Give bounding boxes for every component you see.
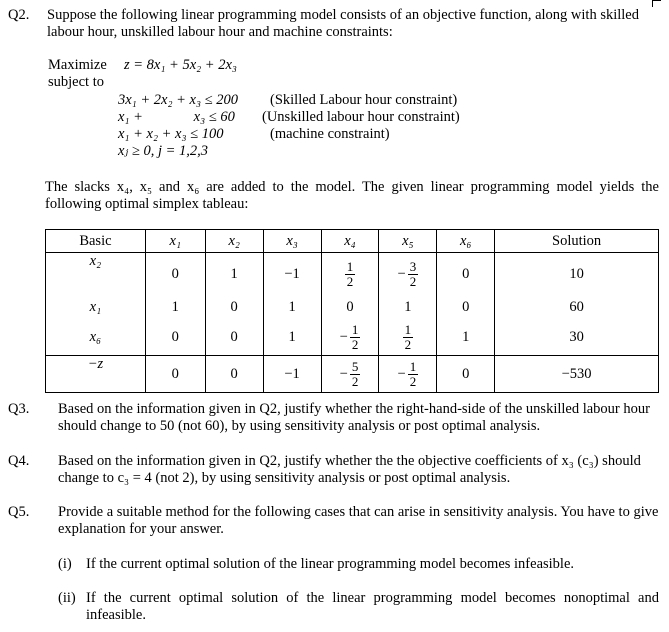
q4-label: Q4.	[8, 453, 30, 469]
q2-intro-line2: labour hour, unskilled labour hour and machine constraints:	[47, 24, 393, 40]
basic-cell: x₆	[46, 319, 146, 356]
cell-x5: − $\frac{3}{2}$	[379, 253, 437, 296]
cell-x2: 0	[205, 356, 263, 393]
basic-cell: x₁	[46, 295, 146, 319]
header-x5: x₅	[379, 230, 437, 253]
q5-item-ii-text1: If the current optimal solution of the linear programming model becomes nonoptimal and	[86, 590, 659, 606]
q5-label: Q5.	[8, 504, 30, 520]
constraint-1-note: (Skilled Labour hour constraint)	[270, 92, 458, 108]
constraint-2-expr: x₁ + x₃ ≤ 60	[118, 109, 235, 125]
cell-x5: − $\frac{1}{2}$	[379, 356, 437, 393]
q2-label: Q2.	[8, 7, 30, 23]
cell-solution: −530	[495, 356, 659, 393]
simplex-tableau	[45, 229, 659, 393]
cell-x2: 1	[205, 253, 263, 296]
tableau-header-row	[46, 230, 659, 253]
q4-line2: change to c₃ = 4 (not 2), by using sensitivity analysis or post optimal analysis.	[58, 470, 511, 486]
constraint-1-expr: 3x₁ + 2x₂ + x₃ ≤ 200	[118, 92, 238, 108]
q5-item-i-text: If the current optimal solution of the linear programming model becomes infeasible.	[86, 556, 575, 572]
cell-x1: 0	[145, 319, 205, 356]
cell-x1: 1	[145, 295, 205, 319]
header-x2: x₂	[205, 230, 263, 253]
header-solution: Solution	[495, 230, 659, 253]
header-basic: Basic	[46, 230, 146, 253]
tableau-row	[46, 295, 659, 319]
constraint-2-note: (Unskilled labour hour constraint)	[262, 109, 460, 125]
cell-x2: 0	[205, 319, 263, 356]
header-x4: x₄	[321, 230, 379, 253]
q5-item-ii-num: (ii)	[58, 590, 76, 606]
basic-cell: x₂	[46, 253, 146, 296]
tableau-row	[46, 253, 659, 296]
q3-line2: should change to 50 (not 60), by using sensitivity analysis or post optimal analysis.	[58, 418, 541, 434]
cell-solution: 10	[495, 253, 659, 296]
tableau-row	[46, 319, 659, 356]
slack-line1: The slacks x₄, x₅ and x₆ are added to the model. The given linear programming model yields the	[45, 179, 659, 195]
cell-x1: 0	[145, 253, 205, 296]
q5-line2: explanation for your answer.	[58, 521, 224, 537]
nonnegativity-constraint: xⱼ ≥ 0, j = 1,2,3	[118, 143, 209, 159]
cell-x4: 0	[321, 295, 379, 319]
tableau-row	[46, 356, 659, 393]
q3-line1: Based on the information given in Q2, justify whether the right-hand-side of the unskilled labour hour	[58, 401, 650, 417]
cell-x5: 1	[379, 295, 437, 319]
q3-label: Q3.	[8, 401, 30, 417]
constraint-3-note: (machine constraint)	[270, 126, 390, 142]
q2-intro-line1: Suppose the following linear programming model consists of an objective function, along with skilled	[47, 7, 639, 23]
cell-x5: $\frac{1}{2}$	[379, 319, 437, 356]
header-x1: x₁	[145, 230, 205, 253]
constraint-3-expr: x₁ + x₂ + x₃ ≤ 100	[118, 126, 224, 142]
cell-x6: 1	[437, 319, 495, 356]
cell-x6: 0	[437, 356, 495, 393]
header-x3: x₃	[263, 230, 321, 253]
slack-line2: following optimal simplex tableau:	[45, 196, 249, 212]
subject-to-label: subject to	[48, 74, 104, 90]
cell-x3: −1	[263, 253, 321, 296]
page-corner-mark	[652, 0, 661, 7]
cell-x4: $\frac{1}{2}$	[321, 253, 379, 296]
q4-line1: Based on the information given in Q2, justify whether the the objective coefficients of x₃ (c₃) should	[58, 453, 641, 469]
q5-item-ii-text2: infeasible.	[86, 607, 146, 623]
objective-function: z = 8x₁ + 5x₂ + 2x₃	[124, 57, 237, 73]
q5-line1: Provide a suitable method for the following cases that can arise in sensitivity analysis. You have to give	[58, 504, 659, 520]
cell-x3: −1	[263, 356, 321, 393]
cell-x3: 1	[263, 295, 321, 319]
header-x6: x₆	[437, 230, 495, 253]
cell-x6: 0	[437, 295, 495, 319]
cell-x1: 0	[145, 356, 205, 393]
cell-x4: − $\frac{5}{2}$	[321, 356, 379, 393]
cell-x4: − $\frac{1}{2}$	[321, 319, 379, 356]
maximize-label: Maximize	[48, 57, 107, 73]
q5-item-i-num: (i)	[58, 556, 72, 572]
basic-cell: −z	[46, 356, 146, 393]
cell-x3: 1	[263, 319, 321, 356]
cell-solution: 30	[495, 319, 659, 356]
cell-solution: 60	[495, 295, 659, 319]
cell-x6: 0	[437, 253, 495, 296]
cell-x2: 0	[205, 295, 263, 319]
